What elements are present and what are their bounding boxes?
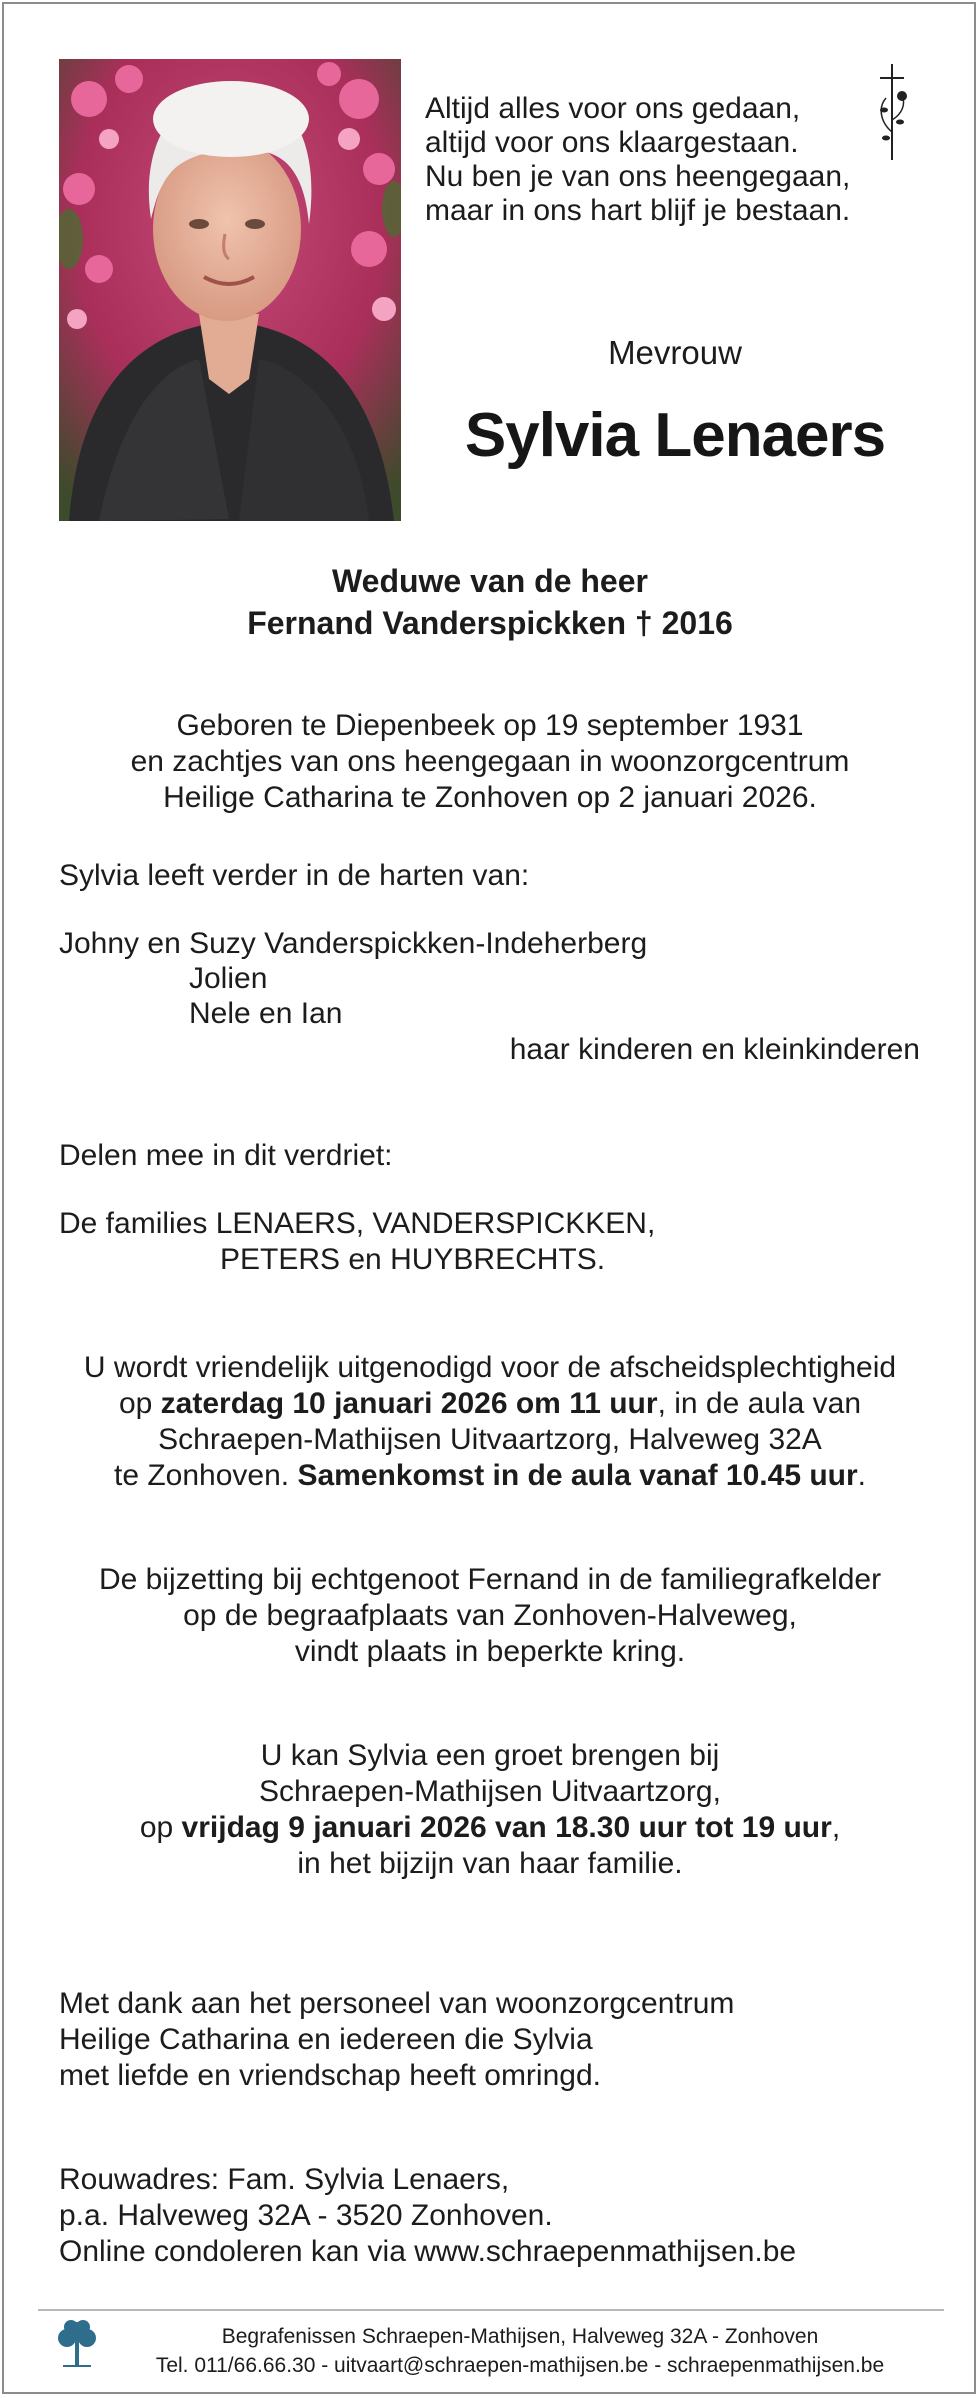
grandchild-1: Jolien xyxy=(189,962,268,995)
ceremony-line: te Zonhoven. Samenkomst in de aula vanaf 10.45 uur. xyxy=(113,1459,867,1492)
birth-line: Geboren te Diepenbeek op 19 september 1931 xyxy=(176,709,804,742)
poem xyxy=(425,92,885,228)
birth-block xyxy=(0,708,980,816)
visit-line: op vrijdag 9 januari 2026 van 18.30 uur tot 19 uur, xyxy=(139,1811,841,1844)
salutation: Mevrouw xyxy=(608,334,742,371)
visit-line: U kan Sylvia een groet brengen bij xyxy=(260,1739,720,1772)
families-line-1: De families LENAERS, VANDERSPICKKEN, xyxy=(59,1207,656,1240)
grandchild-2: Nele en Ian xyxy=(189,997,343,1030)
cross-rose-icon xyxy=(872,62,912,162)
families-line-2: PETERS en HUYBRECHTS. xyxy=(220,1243,606,1276)
footer-divider xyxy=(38,2309,944,2311)
widow-line-1: Weduwe van de heer xyxy=(332,563,648,599)
thanks-line: Heilige Catharina en iedereen die Sylvia xyxy=(59,2023,593,2056)
visit-line: in het bijzijn van haar familie. xyxy=(297,1847,683,1880)
burial-block xyxy=(0,1562,980,1670)
poem-line: Nu ben je van ons heengegaan, xyxy=(425,160,851,193)
address-line: p.a. Halveweg 32A - 3520 Zonhoven. xyxy=(59,2199,553,2232)
lives-on-heading: Sylvia leeft verder in de harten van: xyxy=(59,859,530,892)
footer xyxy=(100,2322,940,2380)
ceremony-line: op zaterdag 10 januari 2026 om 11 uur, in de aula van xyxy=(118,1387,862,1420)
tree-logo-icon xyxy=(55,2318,99,2370)
burial-line: op de begraafplaats van Zonhoven-Halveweg, xyxy=(183,1599,797,1632)
ceremony-date: zaterdag 10 januari 2026 om 11 uur xyxy=(160,1387,658,1420)
burial-line: De bijzetting bij echtgenoot Fernand in de familiegrafkelder xyxy=(98,1563,882,1596)
thanks-block xyxy=(59,1986,734,2094)
gathering-time: Samenkomst in de aula vanaf 10.45 uur xyxy=(297,1459,858,1492)
thanks-line: met liefde en vriendschap heeft omringd. xyxy=(59,2059,601,2092)
thanks-line: Met dank aan het personeel van woonzorgcentrum xyxy=(59,1987,735,2020)
share-grief-heading: Delen mee in dit verdriet: xyxy=(59,1139,393,1172)
portrait-photo xyxy=(59,59,401,521)
burial-line: vindt plaats in beperkte kring. xyxy=(294,1635,686,1668)
ceremony-line: U wordt vriendelijk uitgenodigd voor de afscheidsplechtigheid xyxy=(83,1351,897,1384)
widow-line-2: Fernand Vanderspickken † 2016 xyxy=(247,605,733,641)
visit-line: Schraepen-Mathijsen Uitvaartzorg, xyxy=(259,1775,721,1808)
poem-line: altijd voor ons klaargestaan. xyxy=(425,126,799,159)
address-line: Rouwadres: Fam. Sylvia Lenaers, xyxy=(59,2163,510,2196)
children-relation: haar kinderen en kleinkinderen xyxy=(509,1033,920,1066)
ceremony-block xyxy=(0,1350,980,1494)
birth-line: en zachtjes van ons heengegaan in woonzorgcentrum xyxy=(130,745,850,778)
visit-date: vrijdag 9 januari 2026 van 18.30 uur tot 19 uur xyxy=(181,1811,832,1844)
poem-line: maar in ons hart blijf je bestaan. xyxy=(425,194,851,227)
ceremony-line: Schraepen-Mathijsen Uitvaartzorg, Halveweg 32A xyxy=(158,1423,822,1456)
children-parents: Johny en Suzy Vanderspickken-Indeherberg xyxy=(59,927,648,960)
birth-line: Heilige Catharina te Zonhoven op 2 januari 2026. xyxy=(163,781,817,814)
footer-line-2: Tel. 011/66.66.30 - uitvaart@schraepen-mathijsen.be - schraepenmathijsen.be xyxy=(155,2354,885,2377)
address-line: Online condoleren kan via www.schraepenmathijsen.be xyxy=(59,2235,797,2268)
footer-line-1: Begrafenissen Schraepen-Mathijsen, Halveweg 32A - Zonhoven xyxy=(221,2325,819,2348)
poem-line: Altijd alles voor ons gedaan, xyxy=(425,92,801,125)
widow-block xyxy=(0,560,980,644)
address-block xyxy=(59,2162,796,2270)
visit-block xyxy=(0,1738,980,1882)
deceased-name: Sylvia Lenaers xyxy=(464,401,886,470)
